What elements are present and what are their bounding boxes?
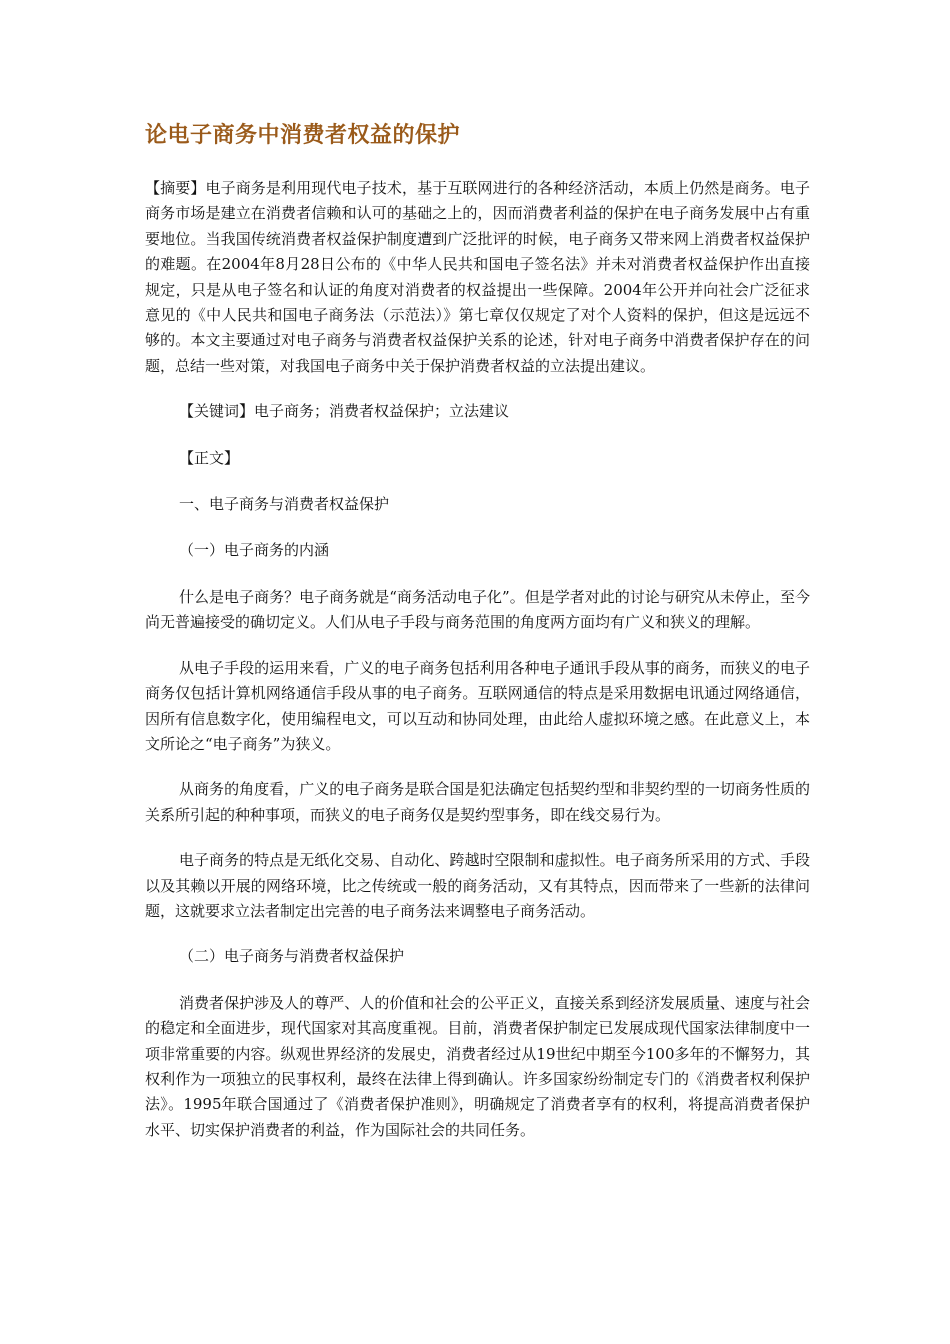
subsection-heading-1: （一）电子商务的内涵 [179,541,330,560]
body-paragraph: 什么是电子商务？电子商务就是“商务活动电子化”。但是学者对此的讨论与研究从未停止，至今尚无普遍接受的确切定义。人们从电子手段与商务范围的角度两方面均有广义和狭义的理解。 [145,587,810,632]
document-title: 论电子商务中消费者权益的保护 [145,123,461,148]
body-paragraph: 电子商务的特点是无纸化交易、自动化、跨越时空限制和虚拟性。电子商务所采用的方式、手段以及其赖以开展的网络环境，比之传统或一般的商务活动，又有其特点，因而带来了一些新的法律问题，这就要求立法者制定出完善的电子商务法来调整电子商务活动。 [145,851,810,920]
abstract-paragraph: 【摘要】电子商务是利用现代电子技术，基于互联网进行的各种经济活动，本质上仍然是商务。电子商务市场是建立在消费者信赖和认可的基础之上的，因而消费者利益的保护在电子商务发展中占有重要地位。当我国传统消费者权益保护制度遭到广泛批评的时候，电子商务又带来网上消费者权益保护的难题。在2004年8月28日公布的《中华人民共和国电子签名法》并未对消费者权益保护作出直接规定，只是从电子签名和认证的角度对消费者的权益提出一些保障。2004年公开并向社会广泛征求意见的《中人民共和国电子商务法（示范法）》第七章仅仅规定了对个人资料的保护，但这是远远不够的。本文主要通过对电子商务与消费者权益保护关系的论述，针对电子商务中消费者保护存在的问题，总结一些对策，对我国电子商务中关于保护消费者权益的立法提出建议。 [145,179,810,375]
document-body [145,118,810,1163]
keywords-line: 【关键词】电子商务；消费者权益保护；立法建议 [179,402,510,421]
body-label: 【正文】 [179,448,240,467]
body-paragraph: 从商务的角度看，广义的电子商务是联合国是犯法确定包括契约型和非契约型的一切商务性质的关系所引起的种种事项，而狭义的电子商务仅是契约型事务，即在线交易行为。 [145,780,810,824]
section-heading-1: 一、电子商务与消费者权益保护 [179,495,390,514]
subsection-heading-2: （二）电子商务与消费者权益保护 [179,947,405,966]
body-paragraph: 消费者保护涉及人的尊严、人的价值和社会的公平正义，直接关系到经济发展质量、速度与社会的稳定和全面进步，现代国家对其高度重视。目前，消费者保护制定已发展成现代国家法律制度中一项非常重要的内容。纵观世界经济的发展史，消费者经过从19世纪中期至今100多年的不懈努力，其权利作为一项独立的民事权利，最终在法律上得到确认。许多国家纷纷制定专门的《消费者权利保护法》。1995年联合国通过了《消费者保护准则》，明确规定了消费者享有的权利，将提高消费者保护水平、切实保护消费者的利益，作为国际社会的共同任务。 [145,993,810,1139]
body-paragraph: 从电子手段的运用来看，广义的电子商务包括利用各种电子通讯手段从事的商务，而狭义的电子商务仅包括计算机网络通信手段从事的电子商务。互联网通信的特点是采用数据电讯通过网络通信，因所有信息数字化，使用编程电文，可以互动和协同处理，由此给人虚拟环境之感。在此意义上，本文所论之“电子商务”为狭义。 [145,658,810,753]
